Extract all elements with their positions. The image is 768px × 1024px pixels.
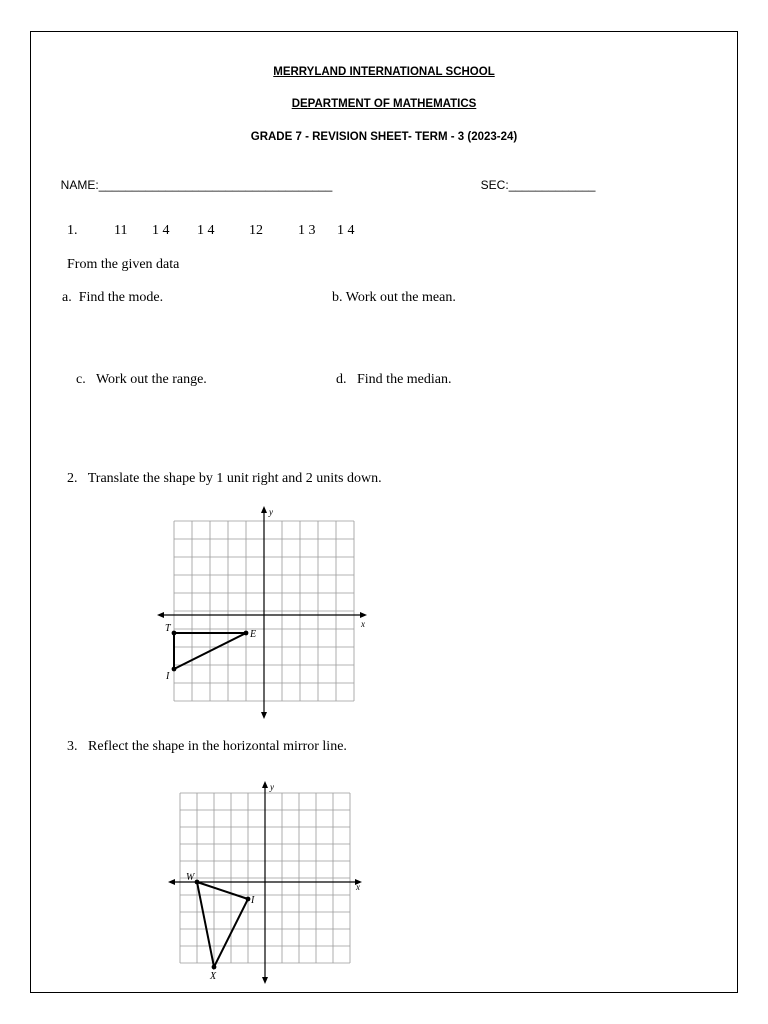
q3-grid-figure xyxy=(165,780,370,985)
q2-y-axis-label: y xyxy=(269,507,273,517)
q1-part-a: a. Find the mode. xyxy=(62,290,164,305)
q1-data-value: 1 4 xyxy=(197,223,215,238)
vertex-label: T xyxy=(165,623,171,634)
q2-grid-figure xyxy=(155,505,375,720)
q2-y-axis xyxy=(261,506,267,719)
name-label: NAME: xyxy=(60,178,99,192)
q1-data-value: 1 3 xyxy=(298,223,316,238)
q1-part-b: b. Work out the mean. xyxy=(332,290,456,305)
q1-data-value: 1 4 xyxy=(337,223,355,238)
vertex-point xyxy=(172,631,177,636)
q1-part-d: d. Find the median. xyxy=(336,372,452,387)
school-name: MERRYLAND INTERNATIONAL SCHOOL xyxy=(273,66,495,78)
q1-number: 1. xyxy=(67,223,78,238)
sec-line: _____________ xyxy=(508,178,596,192)
vertex-label: I xyxy=(251,895,255,906)
vertex-point xyxy=(246,897,251,902)
q1-intro: From the given data xyxy=(67,257,180,272)
vertex-point xyxy=(212,965,217,970)
q3-vertices xyxy=(186,872,255,982)
q2-x-axis xyxy=(157,612,367,618)
department-name: DEPARTMENT OF MATHEMATICS xyxy=(291,98,477,110)
q3-text: 3. Reflect the shape in the horizontal mirror line. xyxy=(67,739,347,754)
vertex-label: X xyxy=(210,971,217,982)
vertex-point xyxy=(244,631,249,636)
q1-data-value: 1 4 xyxy=(152,223,170,238)
q2-vertices xyxy=(165,623,256,682)
vertex-label: E xyxy=(250,629,257,640)
q2-text: 2. Translate the shape by 1 unit right and 2 units down. xyxy=(67,471,382,486)
vertex-point xyxy=(172,667,177,672)
vertex-label: W xyxy=(186,872,195,883)
sec-label: SEC: xyxy=(480,178,509,192)
q1-data-value: 12 xyxy=(249,223,263,238)
section-field xyxy=(474,164,595,192)
name-field xyxy=(54,164,332,192)
q1-part-c: c. Work out the range. xyxy=(76,372,207,387)
vertex-point xyxy=(195,880,200,885)
q3-y-axis-label: y xyxy=(270,782,274,792)
q1-data-value: 11 xyxy=(114,223,128,238)
q3-x-axis-label: x xyxy=(356,882,360,892)
vertex-label: I xyxy=(166,671,170,682)
sheet-title: GRADE 7 - REVISION SHEET- TERM - 3 (2023-24) xyxy=(250,131,518,143)
name-line: ___________________________________ xyxy=(98,178,333,192)
q2-x-axis-label: x xyxy=(361,619,365,629)
